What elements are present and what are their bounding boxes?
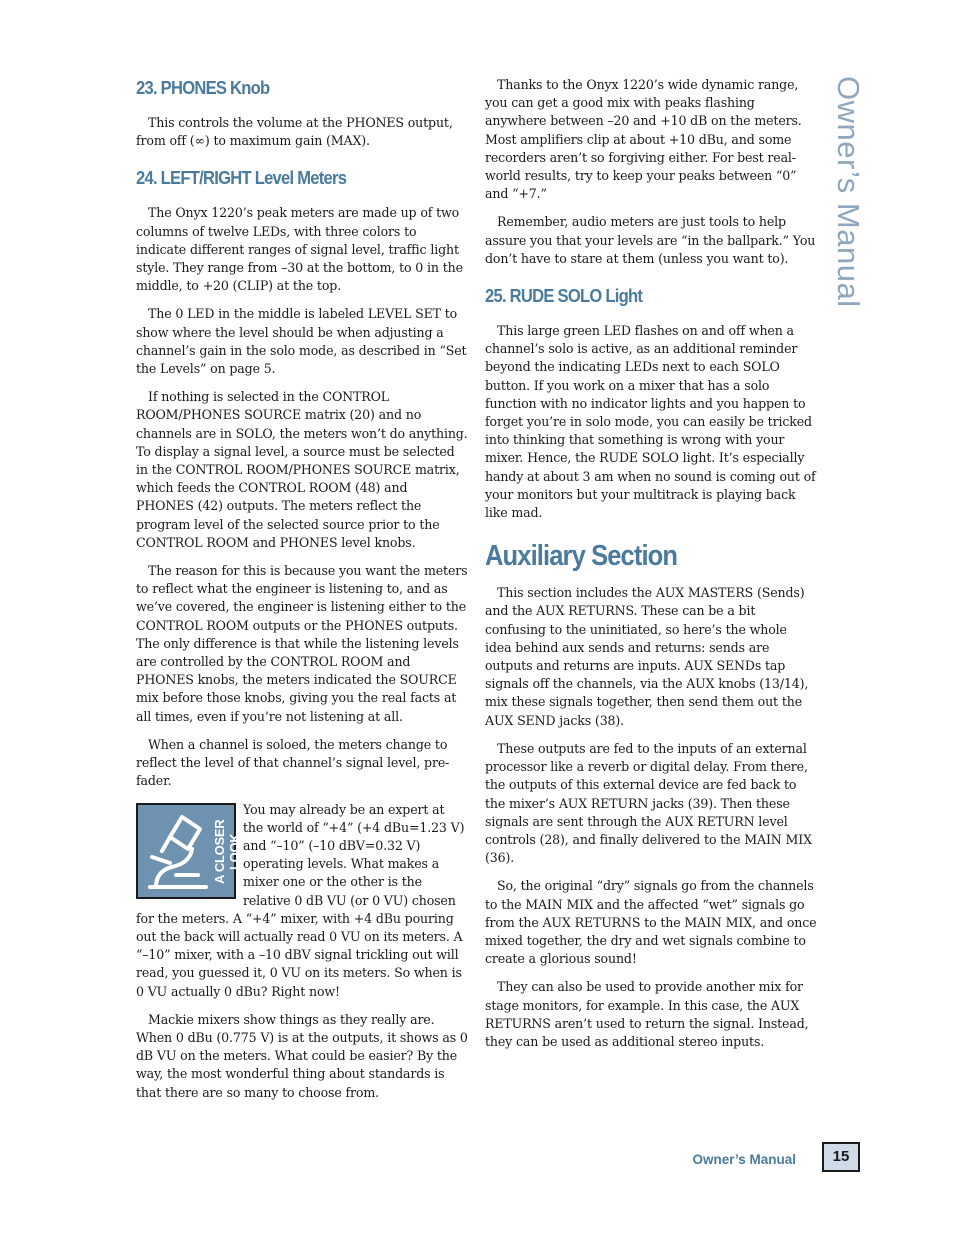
footer-label: Owner’s Manual (692, 1152, 796, 1167)
paragraph: Thanks to the Onyx 1220’s wide dynamic range, you can get a good mix with peaks flashing anywhere between –20 and +10 dB on the meters. Most amplifiers clip at about +10 dBu, and some recorders aren’t so forgiving either. For best real-world results, try to keep your peaks between “0” and “+7.” (485, 77, 802, 202)
paragraph: Mackie mixers show things as they really are. When 0 dBu (0.775 V) is at the outputs, it shows as 0 dB VU on the meters. What could be easier? By the way, the most wonderful thing about standards is that there are so many to choose from. (136, 1011, 468, 1100)
closer-look-text: You may already be an expert at the world of “+4” (+4 dBu=1.23 V) and “–10” (–10 dBV=0.32 V) operating levels. What makes a mixer one or the other is the relative 0 dB VU (or 0 VU) chosen for the meters. A “+4” mixer, with +4 dBu pouring out the back will actually read 0 VU on its meters. A “–10” mixer, with a –10 dBV signal trickling out will read, you guessed it, 0 VU on its meters. So when is 0 VU actually 0 dBu? Right now! (136, 801, 465, 999)
paragraph: These outputs are fed to the inputs of an external processor like a reverb or digital delay. From there, the outputs of this external device are fed back to the mixer’s AUX RETURN jacks (39). Then these signals are sent through the AUX RETURN level controls (28), and finally delivered to the MAIN MIX (36). (485, 740, 812, 866)
heading-rude-solo: 25. RUDE SOLO Light (485, 286, 643, 307)
paragraph: This section includes the AUX MASTERS (Sends) and the AUX RETURNS. These can be a bit confusing to the uninitiated, so here’s the whole idea behind aux sends and returns: sends are outputs and returns are inputs. AUX SENDs tap signals off the channels, via the AUX knobs (13/14), mix these signals together, then send them out the AUX SEND jacks (38). (485, 585, 809, 728)
closer-look-badge (136, 803, 242, 899)
paragraph: The 0 LED in the middle is labeled LEVEL SET to show where the level should be when adjusting a channel’s gain in the solo mode, as described in “Set the Levels” on page 5. (136, 306, 467, 377)
paragraph: Remember, audio meters are just tools to help assure you that your levels are “in the ballpark.” You don’t have to stare at them (unless you want to). (485, 214, 816, 266)
closer-look-label: A CLOSER LOOK (212, 819, 242, 884)
left-column (136, 76, 468, 1112)
closer-look-callout (136, 801, 468, 1001)
sidebar-title: Owner’s Manual (831, 76, 866, 308)
heading-level-meters: 24. LEFT/RIGHT Level Meters (136, 168, 347, 189)
paragraph: The Onyx 1220’s peak meters are made up of two columns of twelve LEDs, with three colors to indicate different ranges of signal level, traffic light style. They range from –30 at the bottom, to 0 in the middle, to +20 (CLIP) at the top. (136, 205, 463, 294)
heading-phones-knob: 23. PHONES Knob (136, 78, 270, 98)
paragraph: If nothing is selected in the CONTROL ROOM/PHONES SOURCE matrix (20) and no channels are in SOLO, the meters won’t do anything. To display a signal level, a source must be selected in the CONTROL ROOM/PHONES SOURCE matrix, which feeds the CONTROL ROOM (48) and PHONES (42) outputs. The meters reflect the program level of the selected source prior to the CONTROL ROOM and PHONES level knobs. (136, 389, 468, 550)
paragraph: So, the original “dry” signals go from the channels to the MAIN MIX and the affected “wet” signals go from the AUX RETURNS to the MAIN MIX, and once mixed together, the dry and wet signals combine to create a glorious sound! (485, 878, 817, 967)
paragraph: The reason for this is because you want the meters to reflect what the engineer is listening to, and as we’ve covered, the engineer is listening either to the CONTROL ROOM outputs or the PHONES outputs. The only difference is that while the listening levels are controlled by the CONTROL ROOM and PHONES knobs, the meters indicated the SOURCE mix before those knobs, giving you the real facts at all times, even if you’re not listening at all. (136, 563, 468, 724)
paragraph: This controls the volume at the PHONES output, from off (∞) to maximum gain (MAX). (136, 115, 453, 149)
right-column (485, 76, 817, 1061)
page-number: 15 (822, 1142, 860, 1172)
paragraph: They can also be used to provide another mix for stage monitors, for example. In this case, the AUX RETURNS aren’t used to return the signal. Instead, they can be used as additional stereo inputs. (485, 979, 809, 1049)
paragraph: When a channel is soloed, the meters change to reflect the level of that channel’s signal level, pre-fader. (136, 736, 450, 789)
paragraph: This large green LED flashes on and off when a channel’s solo is active, as an additional reminder beyond the indicating LEDs next to each SOLO button. If you work on a mixer that has a solo function with no indicator lights and you happen to forget you’re in solo mode, you can easily be tricked into thinking that something is wrong with your mixer. Hence, the RUDE SOLO light. It’s especially handy at about 3 am when no sound is coming out of your monitors but your multitrack is playing back like mad. (485, 323, 816, 521)
microscope-icon (142, 807, 216, 895)
heading-auxiliary-section: Auxiliary Section (485, 540, 678, 573)
